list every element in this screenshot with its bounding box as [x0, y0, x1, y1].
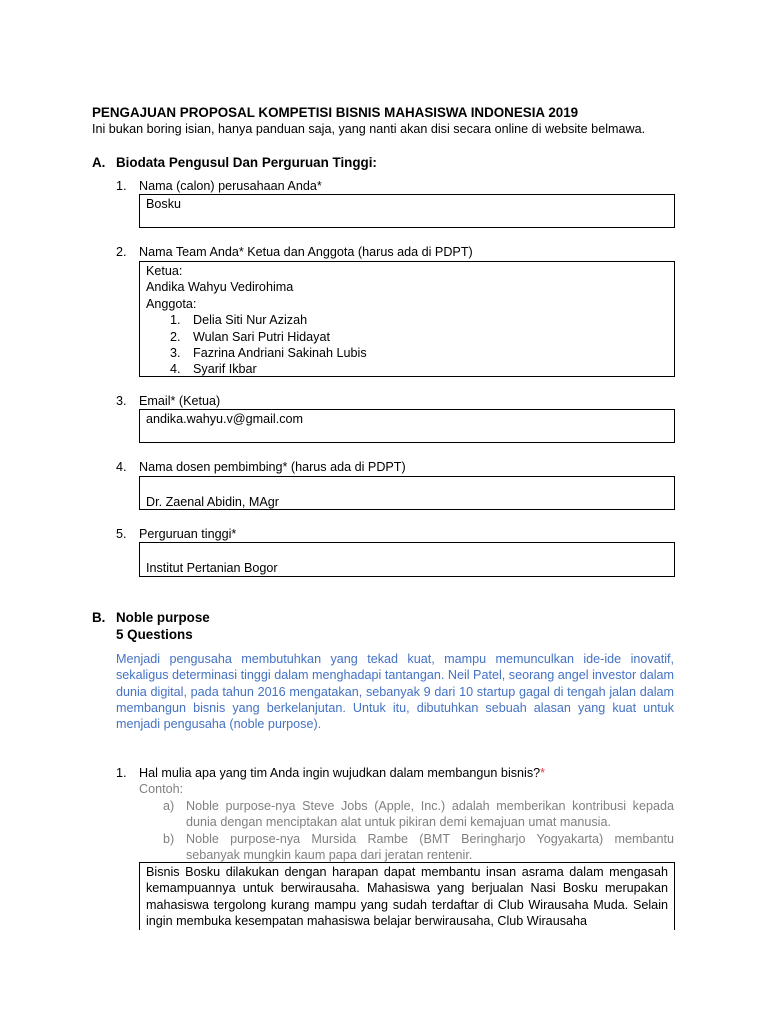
example-a: [186, 798, 674, 830]
section-a-title: Biodata Pengusul Dan Perguruan Tinggi:: [116, 155, 377, 170]
list-item: [146, 361, 668, 377]
advisor-value: Dr. Zaenal Abidin, MAgr: [146, 495, 279, 509]
section-b-subtitle: 5 Questions: [116, 627, 193, 642]
team-field[interactable]: [139, 261, 675, 377]
list-item: [146, 345, 668, 361]
document-subtitle: Ini bukan boring isian, hanya panduan saja, yang nanti akan disi secara online di website belmawa.: [92, 122, 646, 136]
example-b: [186, 831, 674, 863]
example-line: Noble purpose-nya Mursida Rambe (BMT Beringharjo Yogyakarta) membantu: [186, 832, 674, 846]
section-b-title: Noble purpose: [116, 610, 210, 625]
answer-field[interactable]: [139, 862, 675, 930]
university-label: Perguruan tinggi*: [139, 527, 237, 541]
member-list: [146, 312, 668, 378]
item-number: 5.: [116, 527, 127, 541]
section-b-letter: B.: [92, 610, 106, 625]
anggota-label: Anggota:: [146, 296, 197, 311]
example-line: sebanyak mungkin kaum papa dari jeratan rentenir.: [186, 848, 473, 863]
email-value: andika.wahyu.v@gmail.com: [146, 412, 303, 426]
company-name-label: Nama (calon) perusahaan Anda*: [139, 179, 322, 193]
company-name-field[interactable]: [139, 194, 675, 228]
email-field[interactable]: [139, 409, 675, 443]
example-letter: a): [163, 799, 175, 813]
item-number: 2.: [116, 245, 127, 259]
member-name: Fazrina Andriani Sakinah Lubis: [193, 346, 367, 360]
question-number: 1.: [116, 766, 127, 780]
question-1: [139, 766, 545, 780]
member-number: 2.: [170, 329, 181, 344]
list-item: [146, 329, 668, 345]
member-name: Syarif Ikbar: [193, 362, 257, 377]
company-name-value: Bosku: [146, 197, 182, 211]
example-label: Contoh:: [139, 782, 184, 796]
university-field[interactable]: [139, 542, 675, 577]
ketua-label: Ketua:: [146, 264, 183, 278]
example-line: Noble purpose-nya Steve Jobs (Apple, Inc.) adalah memberikan kontribusi kepada: [186, 799, 674, 813]
member-name: Delia Siti Nur Azizah: [193, 313, 308, 328]
item-number: 4.: [116, 460, 127, 474]
section-b-intro: Menjadi pengusaha membutuhkan yang tekad kuat, mampu memunculkan ide-ide inovatif, sekaligus determinasi tinggi dalam menghadapi tantangan. Neil Patel, seorang angel investor dalam dunia digital, pada tahun 2016 mengatakan, sebanyak 9 dari 10 startup gagal di tengah jalan dalam membangun bisnis yang berkelanjutan. Untuk itu, dibutuhkan sebuah alasan yang kuat untuk menjadi pengusaha (noble purpose).: [116, 652, 674, 732]
document-title: PENGAJUAN PROPOSAL KOMPETISI BISNIS MAHASISWA INDONESIA 2019: [92, 105, 579, 120]
email-label: Email* (Ketua): [139, 394, 221, 408]
member-number: 4.: [170, 362, 181, 377]
item-number: 1.: [116, 179, 127, 193]
item-number: 3.: [116, 394, 127, 408]
ketua-name: Andika Wahyu Vedirohima: [146, 280, 294, 295]
advisor-label: Nama dosen pembimbing* (harus ada di PDPT): [139, 460, 406, 474]
answer-text: Bisnis Bosku dilakukan dengan harapan dapat membantu insan asrama dalam mengasah kemampuannya untuk berwirausaha. Mahasiswa yang berjualan Nasi Bosku merupakan mahasiswa tergolong kurang mampu yang sudah terdaftar di Club Wirausaha Muda. Selain ingin membuka kesempatan mahasiswa belajar berwirausaha, Club Wirausaha: [146, 865, 668, 929]
required-mark: *: [540, 766, 546, 780]
section-a-letter: A.: [92, 155, 106, 170]
example-line: dunia dengan menciptakan alat untuk pikiran demi kemajuan umat manusia.: [186, 815, 611, 830]
question-text: Hal mulia apa yang tim Anda ingin wujudkan dalam membangun bisnis?: [139, 766, 541, 780]
university-value: Institut Pertanian Bogor: [146, 561, 278, 575]
advisor-field[interactable]: [139, 476, 675, 510]
example-letter: b): [163, 832, 175, 846]
team-name-label: Nama Team Anda* Ketua dan Anggota (harus ada di PDPT): [139, 245, 473, 259]
member-name: Wulan Sari Putri Hidayat: [193, 329, 330, 344]
list-item: [146, 312, 668, 328]
member-number: 3.: [170, 346, 181, 360]
member-number: 1.: [170, 313, 181, 328]
